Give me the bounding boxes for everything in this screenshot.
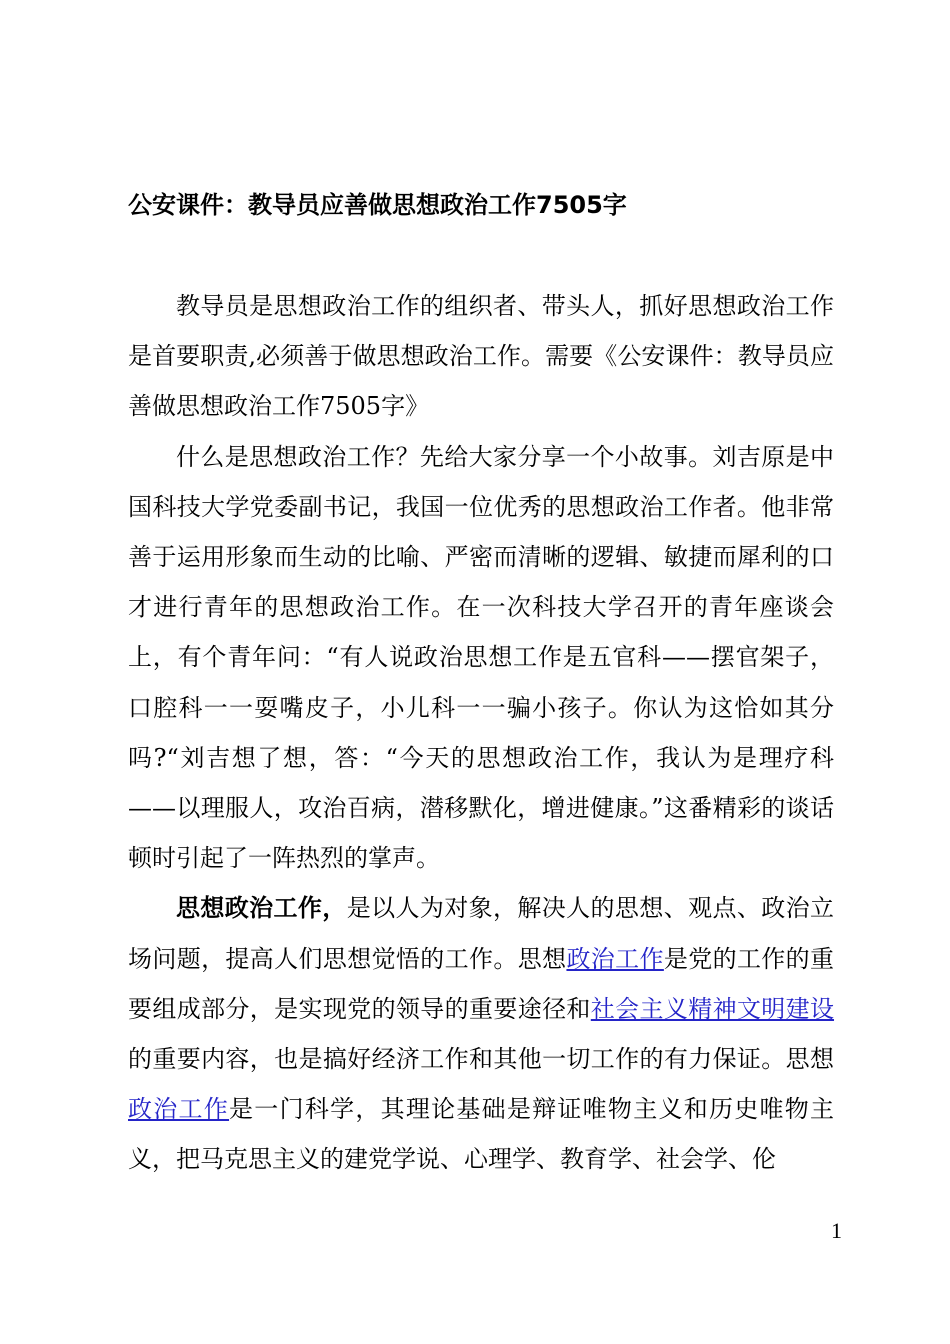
page-number: 1 <box>831 1218 842 1243</box>
document-title: 公安课件：教导员应善做思想政治工作7505字 <box>128 191 627 219</box>
paragraph-text-d: 是一门科学，其理论基础是辩证唯物主义和历史唯物主义，把马克思主义的建党学说、心理学、教育学、社会学、伦 <box>128 1095 835 1174</box>
document-body <box>128 281 834 1185</box>
link-socialist-spiritual-civilization[interactable]: 社会主义精神文明建设 <box>590 994 835 1023</box>
paragraph-text-a: 是以人为对象，解决人的思想、观点、政治立场问题，提高人们思想觉悟的工作。思想 <box>128 894 835 973</box>
paragraph-intro: 教导员是思想政治工作的组织者、带头人，抓好思想政治工作是首要职责,必须善于做思想政治工作。需要《公安课件：教导员应善做思想政治工作7505字》 <box>128 292 834 421</box>
paragraph-text-b: 是党的工作的重要组成部分，是实现党的领导的重要途径和 <box>128 944 835 1023</box>
paragraph-text-c: 的重要内容，也是搞好经济工作和其他一切工作的有力保证。思想 <box>128 1045 834 1074</box>
link-political-work[interactable]: 政治工作 <box>566 944 664 973</box>
paragraph-definition <box>128 883 834 1184</box>
link-political-work-2[interactable]: 政治工作 <box>128 1095 230 1124</box>
paragraph-story: 什么是思想政治工作？先给大家分享一个小故事。刘吉原是中国科技大学党委副书记，我国一位优秀的思想政治工作者。他非常善于运用形象而生动的比喻、严密而清晰的逻辑、敏捷而犀利的口才进行青年的思想政治工作。在一次科技大学召开的青年座谈会上，有个青年问：“有人说政治思想工作是五官科——摆官架子，口腔科一一耍嘴皮子，小儿科一一骗小孩子。你认为这恰如其分吗?“刘吉想了想，答：“今天的思想政治工作，我认为是理疗科——以理服人，攻治百病，潜移默化，增进健康。”这番精彩的谈话顿时引起了一阵热烈的掌声。 <box>128 442 834 873</box>
bold-lead-text: 思想政治工作， <box>176 893 347 923</box>
